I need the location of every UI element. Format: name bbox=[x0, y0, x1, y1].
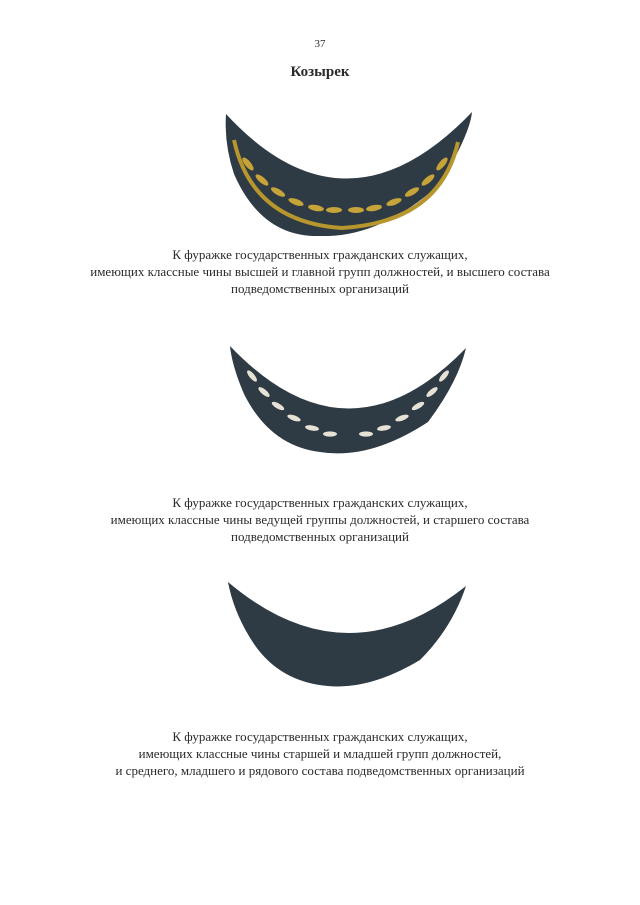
page-number: 37 bbox=[314, 38, 326, 50]
caption-line: К фуражке государственных гражданских служащих, bbox=[172, 247, 468, 262]
caption-line: подведомственных организаций bbox=[231, 281, 409, 296]
caption-line: К фуражке государственных гражданских служащих, bbox=[172, 495, 468, 510]
caption-line: имеющих классные чины старшей и младшей групп должностей, bbox=[138, 746, 502, 761]
visor-silver-embroidery-image bbox=[0, 342, 640, 454]
caption-line: имеющих классные чины ведущей группы должностей, и старшего состава bbox=[110, 512, 530, 527]
caption-gold-visor bbox=[0, 246, 640, 297]
visor-gold-embroidery-image bbox=[0, 104, 640, 236]
caption-silver-visor bbox=[0, 494, 640, 545]
caption-line: имеющих классные чины высшей и главной групп должностей, и высшего состава bbox=[90, 264, 550, 279]
visor-plain-image bbox=[0, 578, 640, 690]
caption-plain-visor bbox=[0, 728, 640, 779]
page-title: Козырек bbox=[290, 64, 350, 80]
caption-line: К фуражке государственных гражданских служащих, bbox=[172, 729, 468, 744]
caption-line: и среднего, младшего и рядового состава подведомственных организаций bbox=[115, 763, 525, 778]
caption-line: подведомственных организаций bbox=[231, 529, 409, 544]
